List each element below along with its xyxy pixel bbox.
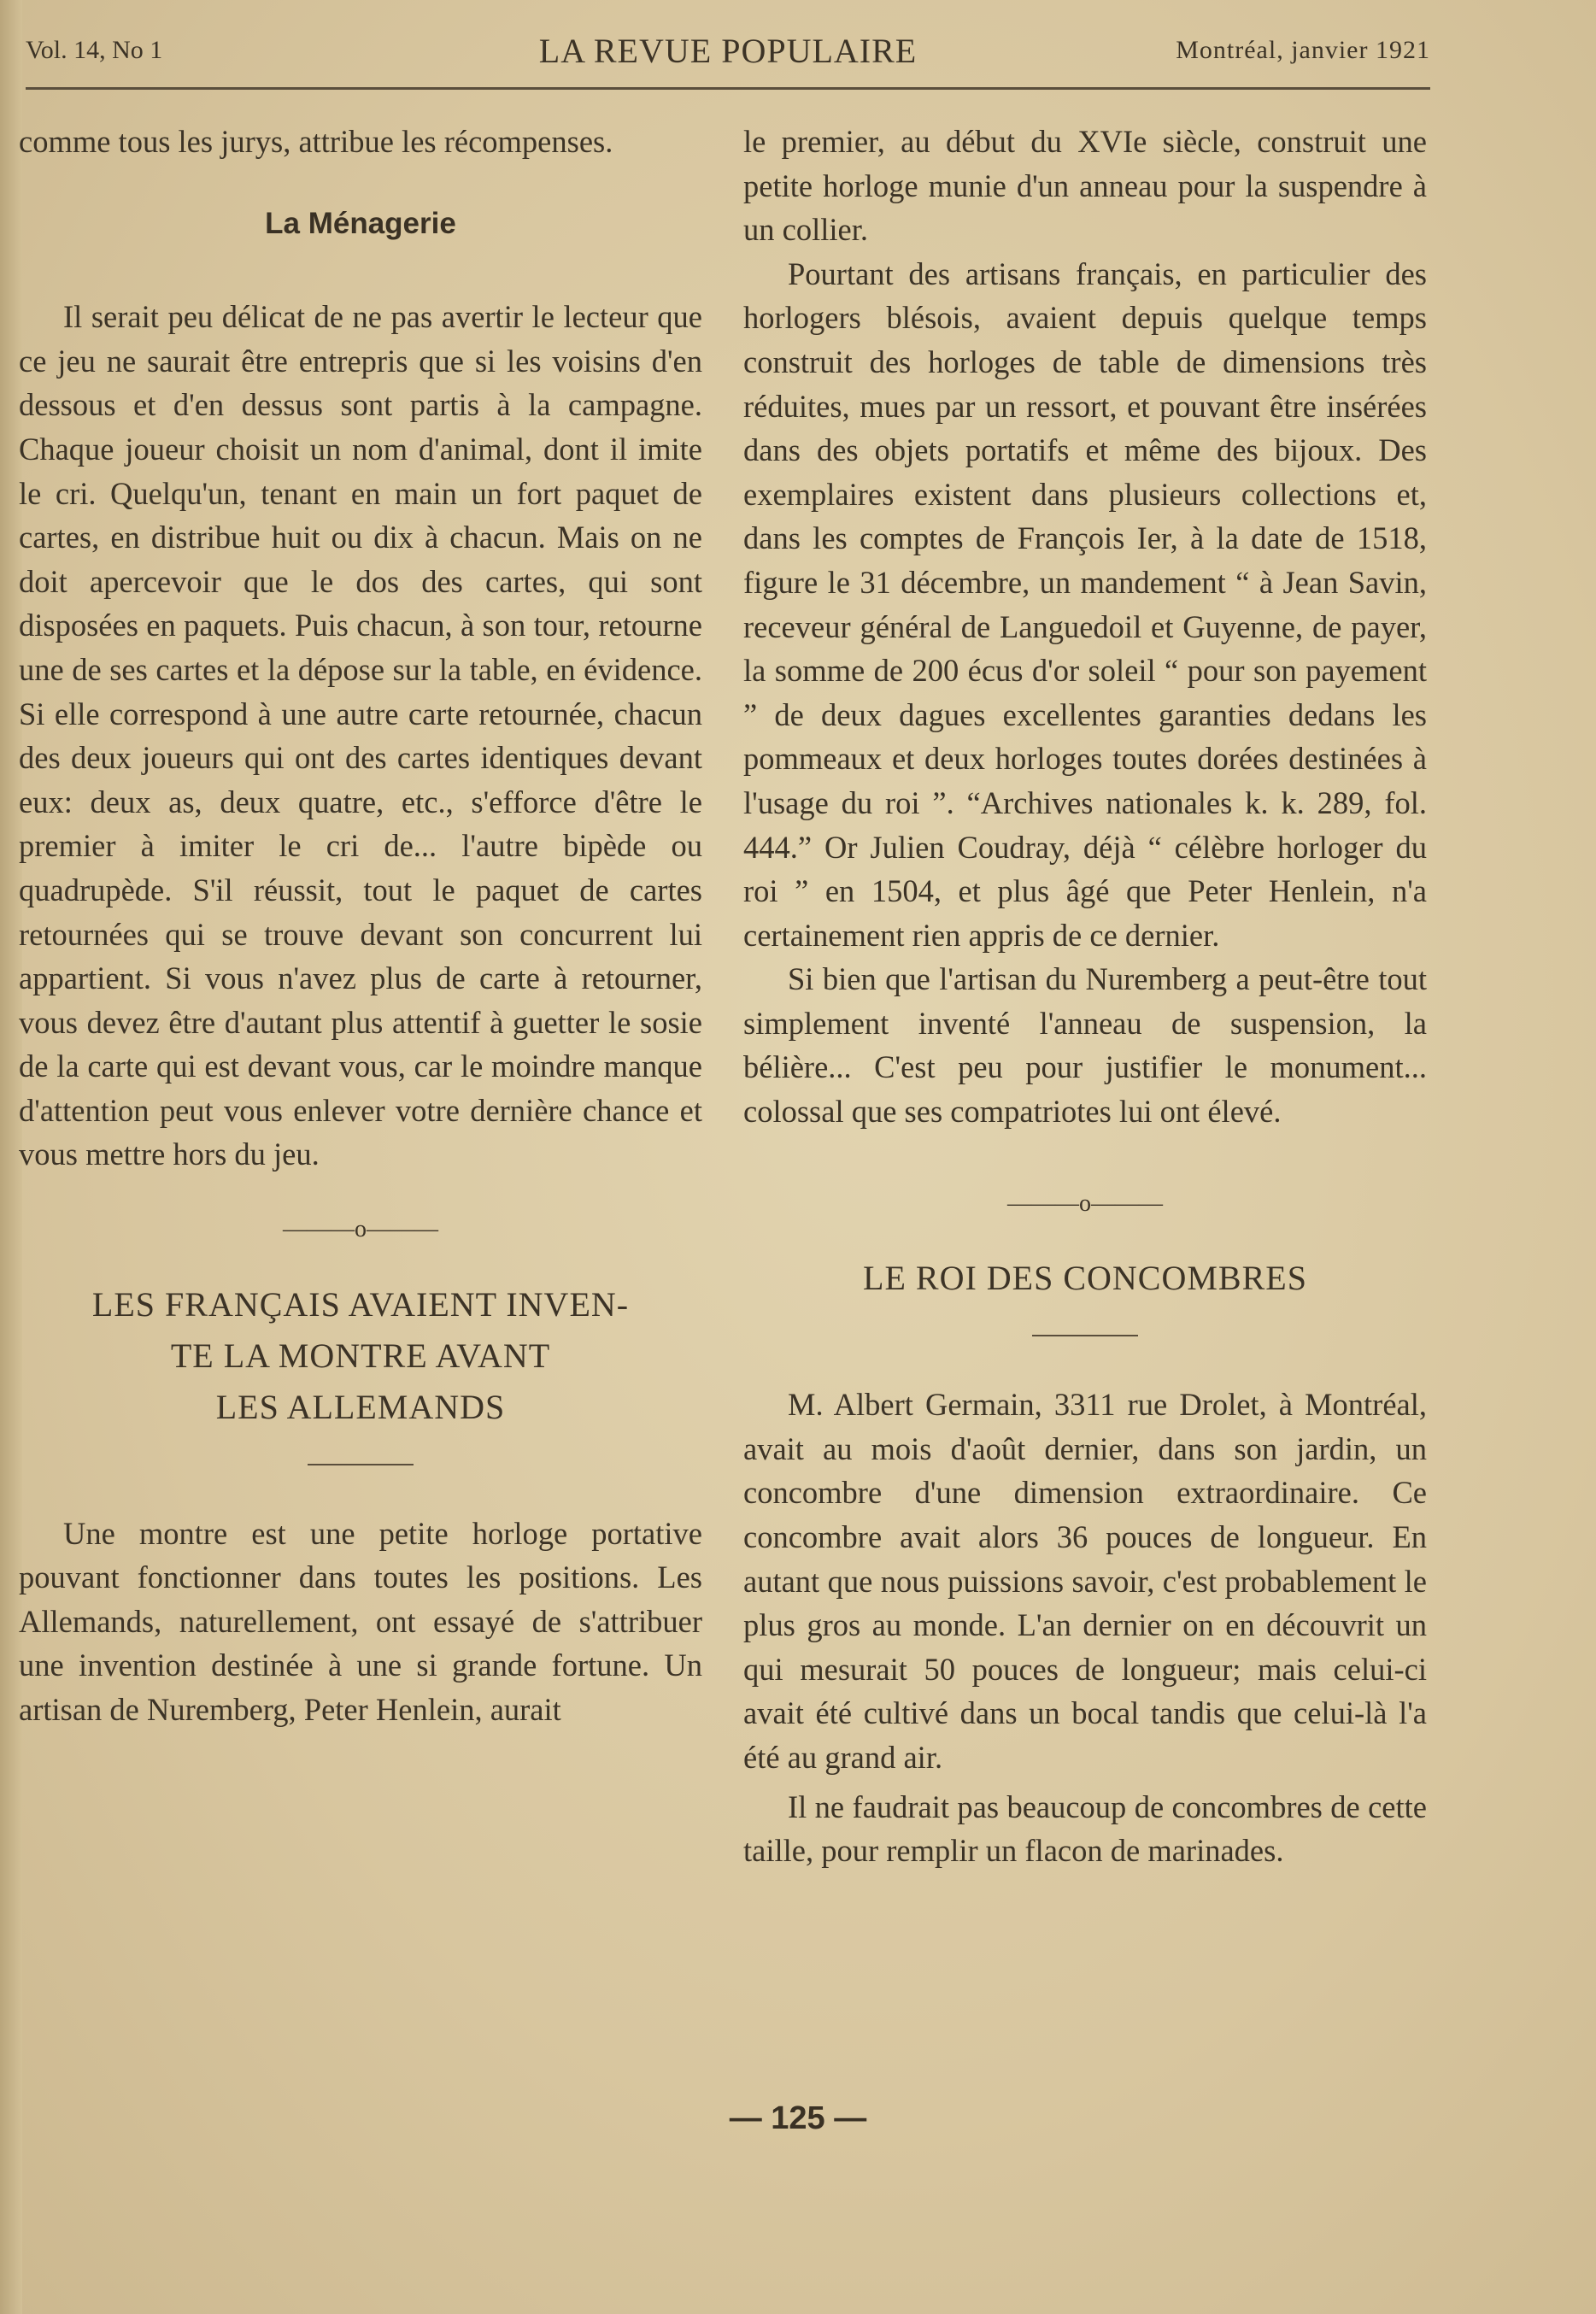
header-title: LA REVUE POPULAIRE [538, 32, 918, 70]
menagerie-heading: La Ménagerie [265, 206, 456, 240]
page-number: — 125 — [729, 2100, 867, 2136]
intro-paragraph: comme tous les jurys, attribue les récompenses. [19, 124, 613, 159]
title-underline [1032, 1335, 1138, 1336]
montre-paragraph-2: Pourtant des artisans français, en particulier des horlogers blésois, avaient depuis quelque temps construit des horloges de table de dimensions très réduites, mues par un ressort, et pouvant être insérées dans des objets portatifs et même des bijoux. Des exemplaires existent dans plusieurs collections et, dans les comptes de François Ier, à la date de 1518, figure le 31 décembre, un mandement “ à Jean Savin, receveur général de Languedoil et Guyenne, de payer, la somme de 200 écus d'or soleil “ pour son payement ” de deux dagues excellentes garanties dedans les pommeaux et deux horloges toutes dorées destinées à l'usage du roi ”. “Archives nationales k. k. 289, fol. 444.” Or Julien Coudray, déjà “ célèbre horloger du roi ” en 1504, et plus âgé que Peter Henlein, n'a certainement rien appris de ce dernier. [743, 255, 1427, 953]
title-underline [308, 1464, 414, 1465]
header-rule [26, 87, 1430, 90]
section-separator: ———o——— [283, 1216, 438, 1243]
concombres-paragraph-2: Il ne faudrait pas beaucoup de concombres de cette taille, pour remplir un flacon de marinades. [743, 1788, 1427, 1869]
montre-paragraph-3: Si bien que l'artisan du Nuremberg a peut-être tout simplement inventé l'anneau de suspension, la bélière... C'est peu pour justifier le monument... colossal que ses compatriotes lui ont élevé. [743, 961, 1427, 1130]
concombres-paragraph-1: M. Albert Germain, 3311 rue Drolet, à Montréal, avait au mois d'août dernier, dans son jardin, un concombre d'une dimension extraordinaire. Ce concombre avait alors 36 pouces de longueur. En autant que nous puissions savoir, c'est probablement le plus gros au monde. L'an dernier on en découvrit un qui mesurait 50 pouces de longueur; mais celui-ci avait été cultivé dans un bocal tandis que celui-là l'a été au grand air. [743, 1387, 1427, 1775]
left-column [19, 120, 702, 2170]
right-column [743, 120, 1427, 2170]
concombres-title: LE ROI DES CONCOMBRES [863, 1259, 1307, 1298]
montre-title-line: LES ALLEMANDS [215, 1387, 506, 1426]
page-header [26, 29, 1430, 80]
montre-title-line: LES FRANÇAIS AVAIENT INVEN- [91, 1284, 630, 1324]
montre-title-line: TE LA MONTRE AVANT [170, 1336, 551, 1375]
montre-body: Une montre est une petite horloge portative pouvant fonctionner dans toutes les positions. Les Allemands, naturellement, ont essayé de s'attribuer une invention destinée à une si grande fortune. Un artisan de Nuremberg, Peter Henlein, aurait [19, 1515, 702, 1728]
section-separator: ———o——— [1007, 1189, 1163, 1217]
header-volume: Vol. 14, No 1 [26, 36, 163, 64]
montre-title [19, 1279, 702, 1433]
menagerie-body: Il serait peu délicat de ne pas avertir le lecteur que ce jeu ne saurait être entrepris que si les voisins d'en dessous et d'en dessus sont partis à la campagne. Chaque joueur choisit un nom d'animal, dont il imite le cri. Quelqu'un, tenant en main un fort paquet de cartes, en distribue huit ou dix à chacun. Mais on ne doit apercevoir que le dos des cartes, qui sont disposées en paquets. Puis chacun, à son tour, retourne une de ses cartes et la dépose sur la table, en évidence. Si elle correspond à une autre carte retournée, chacun des deux joueurs qui ont des cartes identiques devant eux: deux as, deux quatre, etc., s'efforce d'être le premier à imiter le cri de... l'autre bipède ou quadrupède. S'il réussit, tout le paquet de cartes retournées qui se trouve devant son concurrent lui appartient. Si vous n'avez plus de carte à retourner, vous devez être d'autant plus attentif à guetter le sosie de la carte qui est devant vous, car le moindre manque d'attention peut vous enlever votre dernière chance et vous mettre hors du jeu. [19, 299, 702, 1172]
header-date: Montréal, janvier 1921 [1176, 36, 1430, 64]
montre-continued: le premier, au début du XVIe siècle, construit une petite horloge munie d'un anneau pour la suspendre à un collier. [743, 124, 1427, 248]
